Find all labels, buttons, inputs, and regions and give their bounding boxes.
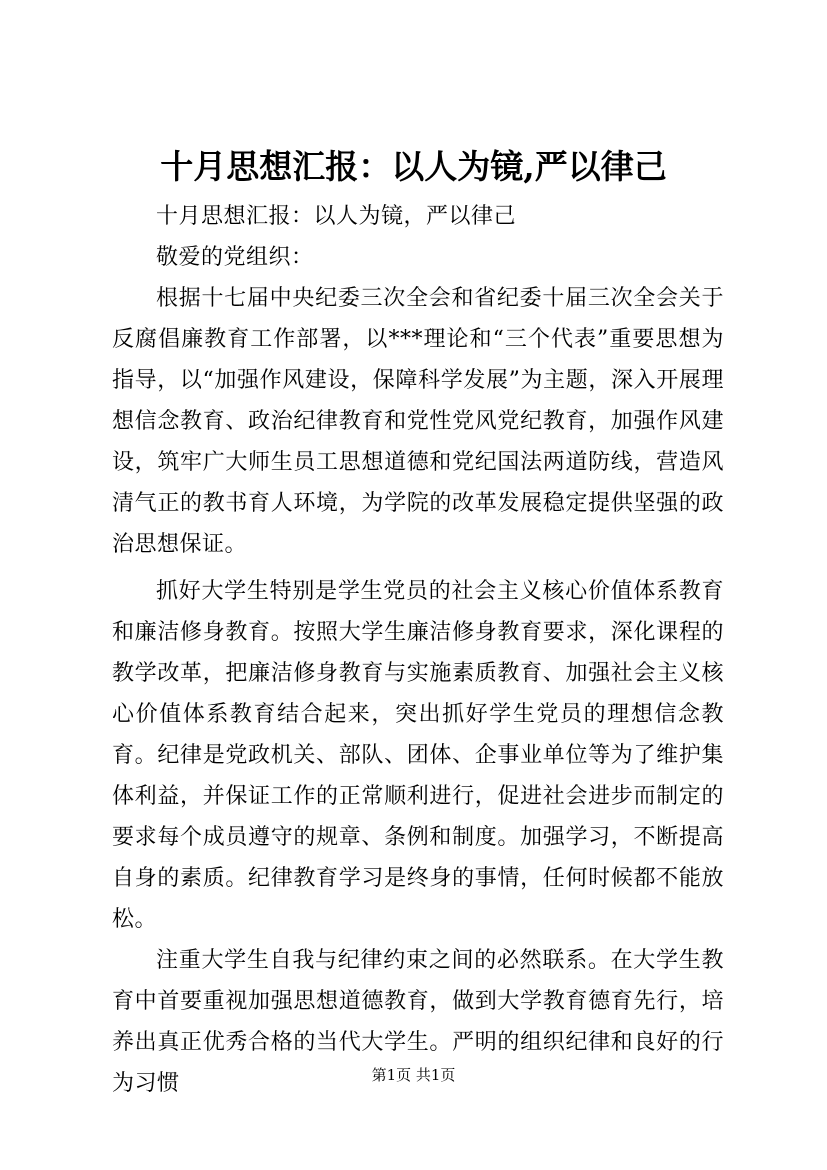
document-body — [112, 196, 724, 1104]
salutation: 敬爱的党组织： — [156, 245, 314, 270]
document-subtitle: 十月思想汇报：以人为镜，严以律己 — [156, 204, 517, 229]
paragraph-3: 注重大学生自我与纪律约束之间的必然联系。在大学生教育中首要重视加强思想道德教育，做到大学教育德育先行，培养出真正优秀合格的当代大学生。严明的组织纪律和良好的行为习惯 — [112, 948, 724, 1096]
paragraph-2: 抓好大学生特别是学生党员的社会主义核心价值体系教育和廉洁修身教育。按照大学生廉洁修身教育要求，深化课程的教学改革，把廉洁修身教育与实施素质教育、加强社会主义核心价值体系教育结合起来，突出抓好学生党员的理想信念教育。纪律是党政机关、部队、团体、企事业单位等为了维护集体利益，并保证工作的正常顺利进行，促进社会进步而制定的要求每个成员遵守的规章、条例和制度。加强学习，不断提高自身的素质。纪律教育学习是终身的事情，任何时候都不能放松。 — [112, 579, 724, 932]
page-footer: 第1页 共1页 — [371, 1066, 456, 1084]
paragraph-1: 根据十七届中央纪委三次全会和省纪委十届三次全会关于反腐倡廉教育工作部署，以***理论和“三个代表”重要思想为指导，以“加强作风建设，保障科学发展”为主题，深入开展理想信念教育、政治纪律教育和党性党风党纪教育，加强作风建设，筑牢广大师生员工思想道德和党纪国法两道防线，营造风清气正的教书育人环境，为学院的改革发展稳定提供坚强的政治思想保证。 — [112, 286, 724, 557]
document-title: 十月思想汇报：以人为镜,严以律己 — [160, 147, 667, 186]
